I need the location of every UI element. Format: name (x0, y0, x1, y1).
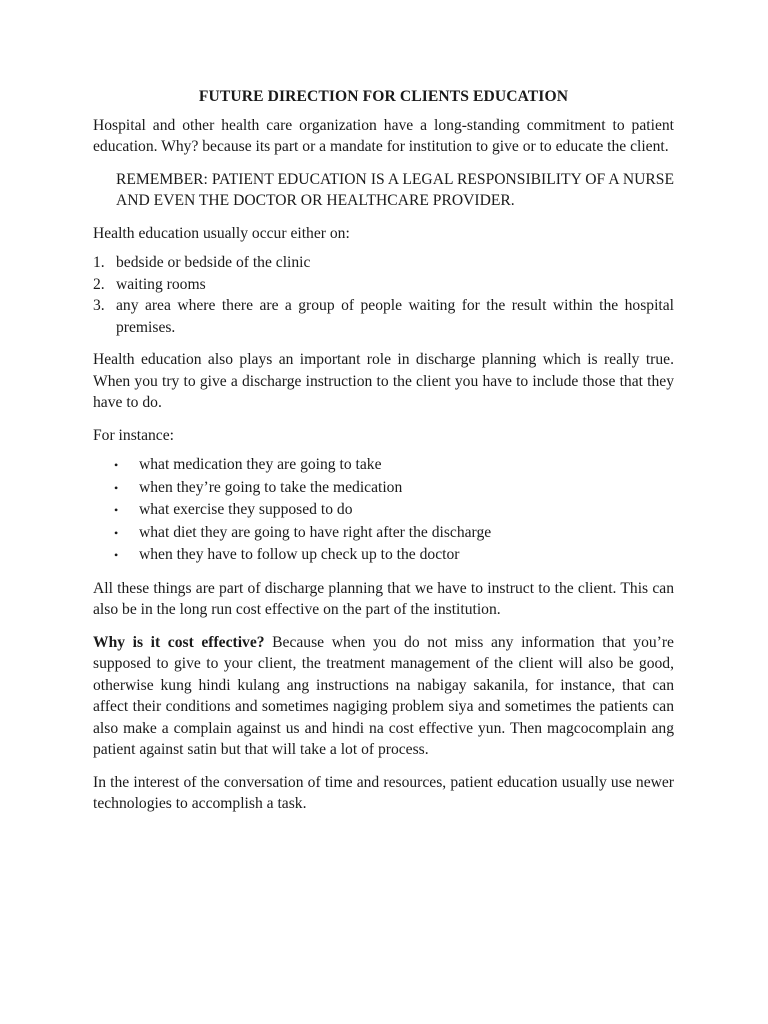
list-item (93, 295, 674, 338)
document-title: FUTURE DIRECTION FOR CLIENTS EDUCATION (198, 88, 569, 105)
remember-note: REMEMBER: PATIENT EDUCATION IS A LEGAL RESPONSIBILITY OF A NURSE AND EVEN THE DOCTOR OR HEALTHCARE PROVIDER. (116, 170, 674, 209)
list-item-text: when they have to follow up check up to the doctor (139, 546, 460, 563)
interest-paragraph: In the interest of the conversation of time and resources, patient education usually use newer technologies to accomplish a task. (93, 773, 674, 812)
locations-list (93, 252, 674, 338)
occur-intro: Health education usually occur either on: (93, 224, 350, 242)
list-item (93, 544, 674, 567)
for-instance-label: For instance: (93, 426, 174, 444)
list-item (93, 252, 674, 274)
list-number: 3. (93, 297, 105, 314)
document-page (93, 86, 674, 826)
discharge-paragraph: Health education also plays an important role in discharge planning which is really true. When you try to give a discharge instruction to the client you have to include those that they have to do. (93, 351, 674, 411)
bullet-icon: • (114, 548, 119, 562)
list-item-text: when they’re going to take the medication (139, 478, 403, 496)
list-item-text: bedside or bedside of the clinic (116, 254, 311, 271)
list-item-text: what exercise they supposed to do (139, 501, 353, 518)
list-number: 2. (93, 275, 105, 293)
list-item-text: any area where there are a group of people waiting for the result within the hospital premises. (116, 297, 674, 336)
list-item (93, 477, 674, 500)
list-number: 1. (93, 254, 105, 271)
bullet-icon: • (114, 458, 119, 472)
cost-effective-answer: Because when you do not miss any information that you’re supposed to give to your client, the treatment management of the client will also be good, otherwise kung hindi kulang ang instructions na nabigay sakanila, for instance, that can affect their conditions and sometimes nagiging problem siya and sometimes the patients can also make a complain against us and hindi na cost effective yun. Then magcocomplain ang patient against satin but that will take a lot of process. (93, 633, 674, 758)
cost-effective-paragraph (93, 632, 674, 761)
bullet-icon: • (114, 503, 119, 517)
bullet-icon: • (114, 480, 119, 495)
list-item (93, 522, 674, 545)
all-these-paragraph: All these things are part of discharge planning that we have to instruct to the client. This can also be in the long run cost effective on the part of the institution. (93, 579, 674, 618)
list-item (93, 274, 674, 296)
list-item-text: waiting rooms (116, 275, 206, 293)
discharge-instructions-list (93, 454, 674, 567)
intro-paragraph: Hospital and other health care organization have a long-standing commitment to patient education. Why? because its part or a mandate for institution to give or to educate the client. (93, 116, 674, 155)
list-item-text: what medication they are going to take (139, 456, 382, 473)
list-item (93, 499, 674, 522)
cost-effective-question: Why is it cost effective? (93, 633, 265, 651)
bullet-icon: • (114, 525, 119, 540)
list-item (93, 454, 674, 477)
list-item-text: what diet they are going to have right after the discharge (139, 523, 492, 541)
